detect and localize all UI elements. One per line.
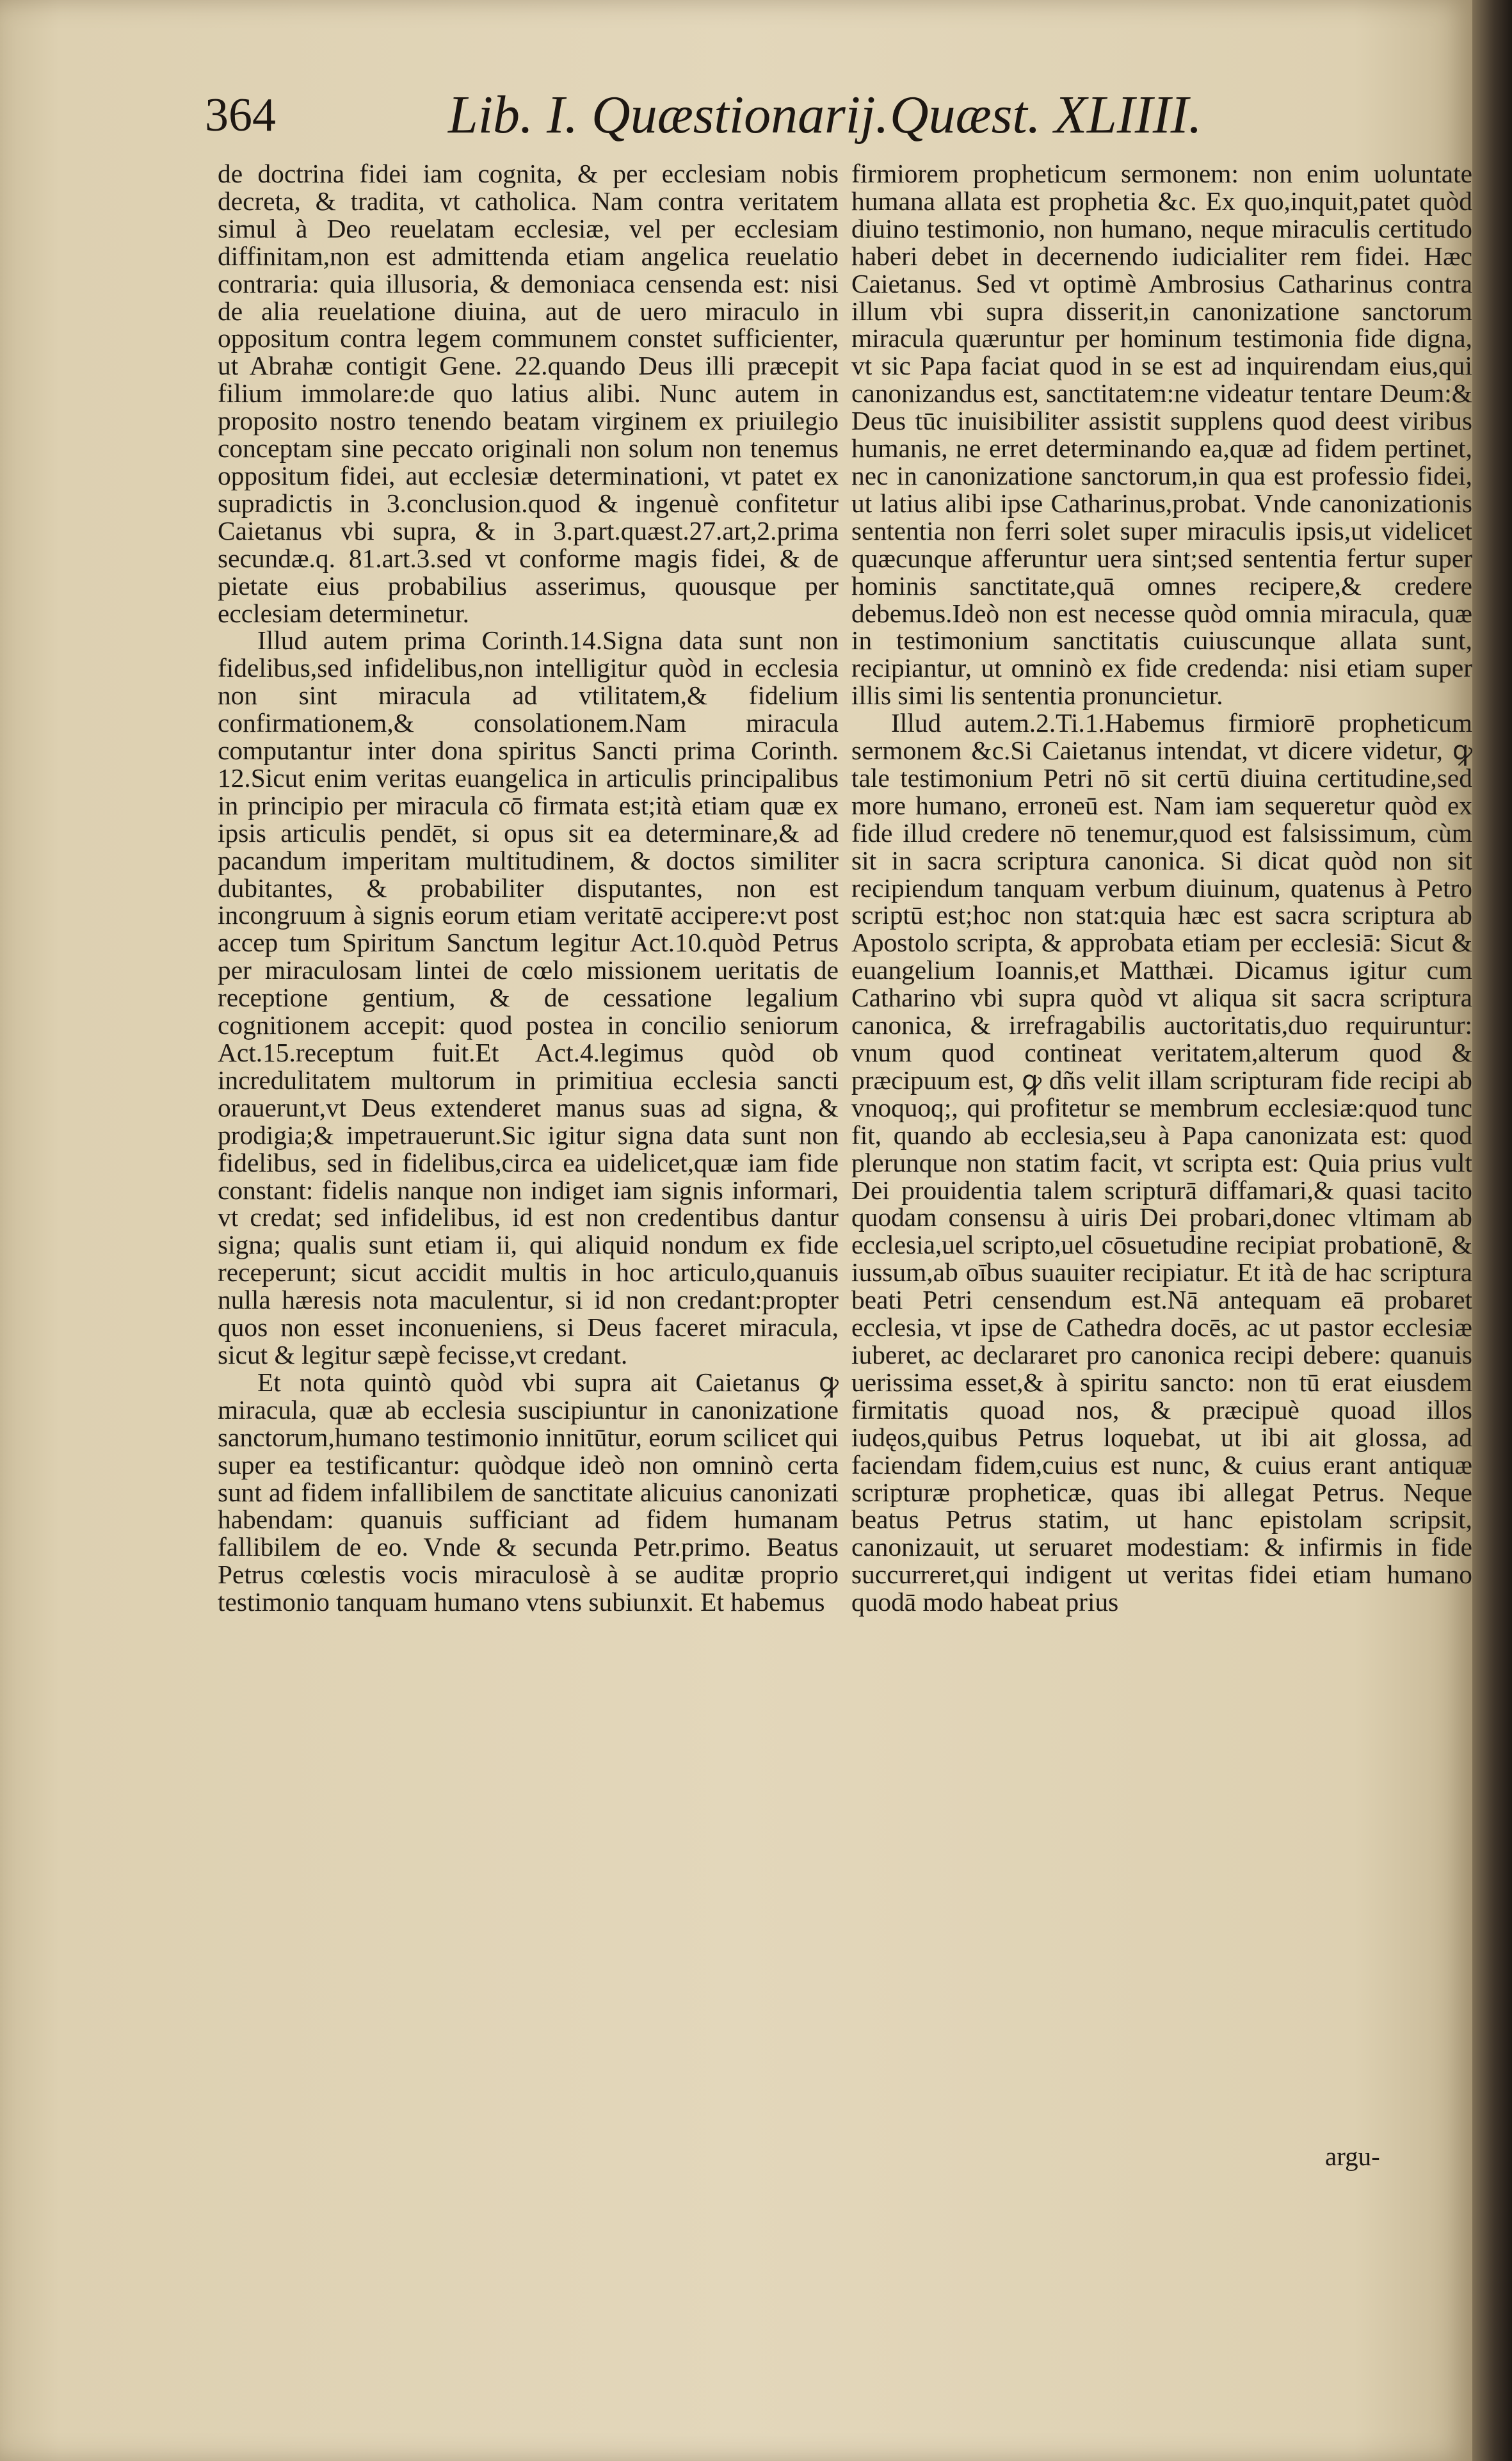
right-text-column [851, 160, 1472, 2177]
book-edge-shadow [1472, 0, 1512, 2461]
catchword: argu- [1325, 2142, 1380, 2171]
paragraph: Illud autem.2.Ti.1.Habemus firmiorē propheticum sermonem &c.Si Caietanus intendat, vt dicere videtur, ꝙ tale testimonium Petri nō sit certū diuina certitudine,sed more humano, erroneū est. Nam iam sequeretur quòd ex fide illud credere nō tenemur,quod est falsissimum, cùm sit in sacra scriptura canonica. Si dicat quòd non sit recipiendum tanquam verbum diuinum, quatenus à Petro scriptū est;hoc non stat:quia hæc est sacra scriptura ab Apostolo scripta, & approbata etiam per ecclesiā: Sicut & euangelium Ioannis,et Matthæi. Dicamus igitur cum Catharino vbi supra quòd vt aliqua sit sacra scriptura canonica, & irrefragabilis auctoritatis,duo requiruntur: vnum quod contineat veritatem,alterum quod & præcipuum est, ꝙ dñs velit illam scripturam fide recipi ab vnoquoq;, qui profitetur se membrum ecclesiæ:quod tunc fit, quando ab ecclesia,seu à Papa canonizata est: quod plerunque non statim facit, vt scripta est: Quia prius vult Dei prouidentia talem scripturā diffamari,& quasi tacito quodam consensu à uiris Dei probari,donec vltimam ab ecclesia,uel scripto,uel cōsuetudine recipiat probationē, & iussum,ab oībus suauiter recipiatur. Et ità de hac scriptura beati Petri censendum est.Nā antequam eā probaret ecclesia, vt ipse de Cathedra docēs, ac ut pastor ecclesiæ iuberet, ac declararet pro canonica recipi debere: quanuis uerissima esset,& à spiritu sancto: non tū erat eiusdem firmitatis quoad nos, & præcipuè quoad illos iudęos,quibus Petrus loquebat, ut ibi ait glossa, ad faciendam fidem,cuius est nunc, & cuius erant antiquæ scripturæ propheticæ, quas ibi allegat Petrus. Neque beatus Petrus statim, ut hanc epistolam scripsit, canonizauit, ut seruaret modestiam: & infirmis in fide succurreret,qui indigent ut veritas fidei etiam humano quodā modo habeat prius [851, 708, 1472, 1617]
paragraph: de doctrina fidei iam cognita, & per ecclesiam nobis decreta, & tradita, vt catholica. Nam contra veritatem simul à Deo reuelatam ecclesiæ, vel per ecclesiam diffinitam,non est admittenda etiam angelica reuelatio contraria: quia illusoria, & demoniaca censenda est: nisi de alia reuelatione diuina, aut de uero miraculo in oppositum contra legem communem constet sufficienter, ut Abrahæ contigit Gene. 22.quando Deus illi præcepit filium immolare:de quo latius alibi. Nunc autem in proposito nostro tenendo beatam virginem ex priuilegio conceptam sine peccato originali non solum non tenemus oppositum fidei, aut ecclesiæ determinationi, vt patet ex supradictis in 3.conclusion.quod & ingenuè confitetur Caietanus vbi supra, & in 3.part.quæst.27.art,2.prima secundæ.q. 81.art.3.sed vt conforme magis fidei, & de pietate eius probabilius asserimus, quousque per ecclesiam determinetur. [218, 160, 839, 628]
right-running-head: Quæst. XLIIII. [890, 85, 1202, 145]
running-header [0, 77, 1472, 154]
left-running-head: Lib. I. Quæstionarij. [448, 85, 889, 145]
paragraph: Illud autem prima Corinth.14.Signa data sunt non fidelibus,sed infidelibus,non intelligitur quòd in ecclesia non sint miracula ad vtilitatem,& fidelium confirmationem,& consolationem.Nam miracula computantur inter dona spiritus Sancti prima Corinth. 12.Sicut enim veritas euangelica in articulis principalibus in principio per miracula cō firmata est;ità etiam quæ ex ipsis articulis pendēt, si opus sit ea determinare,& ad pacandum imperitam multitudinem, & doctos similiter dubitantes, & probabiliter disputantes, non est incongruum à signis eorum etiam veritatē accipere:vt post accep tum Spiritum Sanctum legitur Act.10.quòd Petrus per miraculosam lintei de cœlo missionem ueritatis de receptione gentium, & de cessatione legalium cognitionem accepit: quod postea in concilio seniorum Act.15.receptum fuit.Et Act.4.legimus quòd ob incredulitatem multorum in primitiua ecclesia sancti orauerunt,vt Deus extenderet manus suas ad signa, & prodigia;& impetrauerunt.Sic igitur signa data sunt non fidelibus, sed in fidelibus,circa ea uidelicet,quæ iam fide constant: fidelis nanque non indiget iam signis informari, vt credat; sed infidelibus, id est non credentibus dantur signa; qualis sunt etiam ii, qui aliquid nondum ex fide receperunt; sicut accidit multis in hoc articulo,quanuis nulla hæresis nota maculentur, si id non credant:propter quos non esset inconueniens, si Deus faceret miracula, sicut & legitur sæpè fecisse,vt credant. [218, 625, 839, 1369]
page-number: 364 [205, 89, 276, 141]
paragraph: Et nota quintò quòd vbi supra ait Caietanus ꝙ miracula, quæ ab ecclesia suscipiuntur in canonizatione sanctorum,humano testimonio innitūtur, eorum scilicet qui super ea testificantur: quòdque ideò non omninò certa sunt ad fidem infallibilem de sanctitate alicuius canonizati habendam: quanuis sufficiant ad fidem humanam fallibilem de eo. Vnde & secunda Petr.primo. Beatus Petrus cœlestis vocis miraculosè à se auditæ proprio testimonio tanquam humano vtens subiunxit. Et habemus [218, 1367, 839, 1617]
left-text-column [218, 160, 839, 2177]
paragraph: firmiorem propheticum sermonem: non enim uoluntate humana allata est prophetia &c. Ex quo,inquit,patet quòd diuino testimonio, non humano, neque miraculis certitudo haberi debet in decernendo iudicialiter rem fidei. Hæc Caietanus. Sed vt optimè Ambrosius Catharinus contra illum vbi supra disserit,in canonizatione sanctorum miracula quæruntur per hominum testimonia fide digna, vt sic Papa faciat quod in se est ad inquirendam eius,qui canonizandus est, sanctitatem:ne videatur tentare Deum:& Deus tūc inuisibiliter assistit supplens quod deest viribus humanis, ne erret determinando ea,quæ ad fidem pertinet, nec in canonizatione sanctorum,in qua est professio fidei, ut latius alibi ipse Catharinus,probat. Vnde canonizationis sententia non ferri solet super miraculis ipsis,ut videlicet quæcunque afferuntur uera sint;sed sententia fertur super hominis sanctitate,quā omnes recipere,& credere debemus.Ideò non est necesse quòd omnia miracula, quæ in testimonium sanctitatis cuiuscunque allata sunt, recipiantur, ut omninò ex fide credenda: nisi etiam super illis simi lis sententia pronuncietur. [851, 160, 1472, 711]
